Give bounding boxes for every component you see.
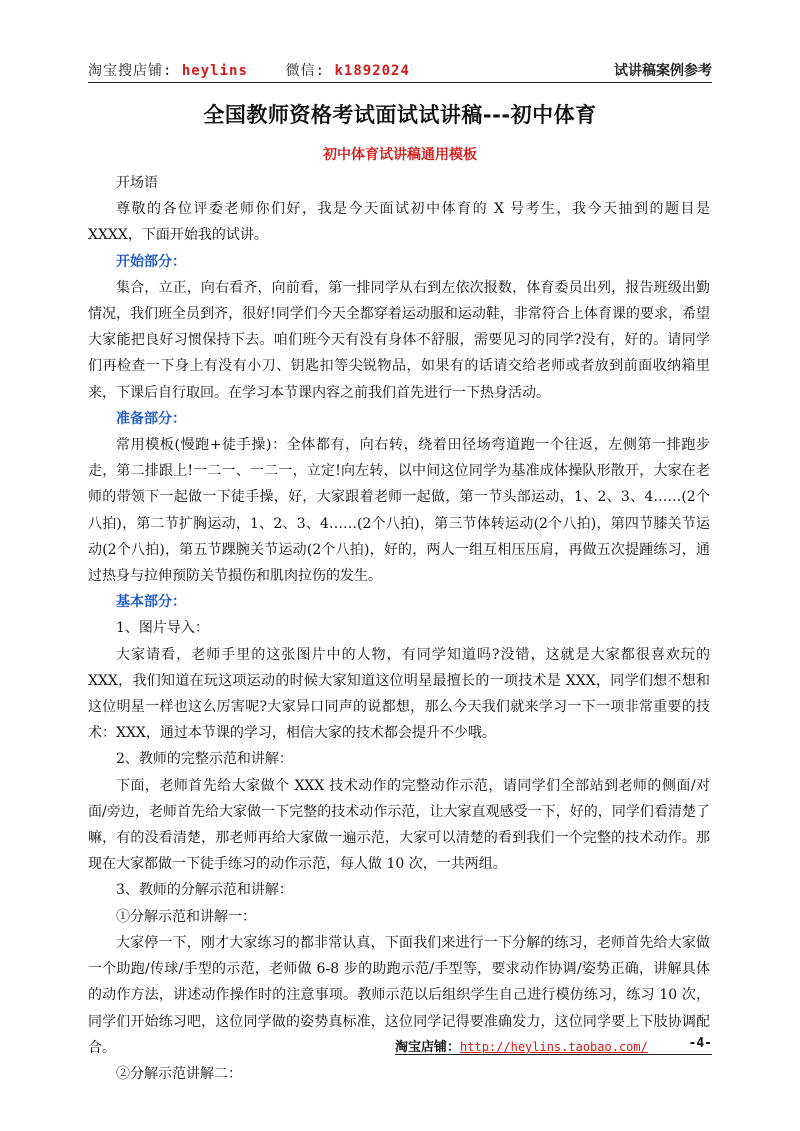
header-shop-info	[88, 60, 410, 80]
section-heading: 基本部分：	[116, 594, 186, 611]
paragraph: ①分解示范和讲解一：	[116, 908, 256, 925]
header-shop-label: 淘宝搜店铺:	[88, 63, 173, 79]
footer-shop-label: 淘宝店铺：	[395, 1040, 461, 1055]
section-heading: 准备部分：	[116, 410, 186, 427]
paragraph: 集合，立正，向右看齐，向前看，第一排同学从右到左依次报数，体育委员出列，报告班级出勤情况，我们班全员到齐，很好!同学们今天全都穿着运动服和运动鞋，非常符合上体育课的要求，希望大家能把良好习惯保持下去。咱们班今天有没有身体不舒服，需要见习的同学?没有，好的。请同学们再检查一下身上有没有小刀、钥匙扣等尖锐物品，如果有的话请交给老师或者放到前面收纳箱里来，下课后自行取回。在学习本节课内容之前我们首先进行一下热身活动。	[88, 279, 710, 401]
header-shop-name: heylins	[181, 63, 248, 79]
header-wechat-label: 微信:	[285, 63, 326, 79]
page-number: -4-	[688, 1036, 712, 1051]
page-footer	[395, 1036, 712, 1055]
paragraph: 尊敬的各位评委老师你们好，我是今天面试初中体育的 X 号考生，我今天抽到的题目是 XXXX，下面开始我的试讲。	[88, 201, 710, 244]
paragraph: 2、教师的完整示范和讲解：	[116, 751, 293, 768]
header-wechat-id: k1892024	[334, 63, 410, 79]
paragraph: 常用模板(慢跑+徒手操)：全体都有，向右转，绕着田径场弯道跑一个往返，左侧第一排跑步走，第二排跟上!一二一、一二一，立定!向左转，以中间这位同学为基准成体操队形散开，大家在老师的带领下一起做一下徒手操，好，大家跟着老师一起做，第一节头部运动，1、2、3、4……(2个八拍)，第二节扩胸运动，1、2、3、4……(2个八拍)，第三节体转运动(2个八拍)，第四节膝关节运动(2个八拍)，第五节踝腕关节运动(2个八拍)，好的，两人一组互相压压肩，再做五次提踵练习，通过热身与拉伸预防关节损伤和肌肉拉伤的发生。	[88, 437, 710, 585]
paragraph: 大家请看，老师手里的这张图片中的人物，有同学知道吗?没错，这就是大家都很喜欢玩的XXX，我们知道在玩这项运动的时候大家知道这位明星最擅长的一项技术是 XXX，同学们想不想和这位明星一样也这么厉害呢?大家异口同声的说都想，那么今天我们就来学习一下一项非常重要的技术：XXX，通过本节课的学习，相信大家的技术都会提升不少哦。	[88, 646, 710, 742]
document-subtitle: 初中体育试讲稿通用模板	[323, 147, 477, 163]
paragraph: 开场语	[116, 175, 158, 191]
paragraph: 3、教师的分解示范和讲解：	[116, 882, 293, 899]
paragraph: 下面，老师首先给大家做个 XXX 技术动作的完整动作示范，请同学们全部站到老师的侧面/对面/旁边，老师首先给大家做一下完整的技术动作示范，让大家直观感受一下，好的，同学们看清楚了嘛，有的没看清楚，那老师再给大家做一遍示范，大家可以清楚的看到我们一个完整的技术动作。那现在大家都做一下徒手练习的动作示范，每人做 10 次，一共两组。	[88, 777, 710, 873]
footer-shop-url[interactable]: http://heylins.taobao.com/	[460, 1040, 648, 1054]
page-header	[88, 58, 712, 83]
paragraph: ②分解示范讲解二：	[116, 1065, 242, 1082]
section-heading: 开始部分：	[116, 253, 186, 270]
document-body	[88, 170, 710, 1087]
document-title: 全国教师资格考试面试试讲稿---初中体育	[203, 103, 597, 127]
paragraph: 大家停一下，刚才大家练习的都非常认真，下面我们来进行一下分解的练习，老师首先给大家做一个助跑/传球/手型的示范，老师做 6-8 步的助跑示范/手型等，要求动作协调/姿势正确，讲解具体的动作方法，讲述动作操作时的注意事项。教师示范以后组织学生自己进行模仿练习，练习 10 次，同学们开始练习吧，这位同学做的姿势真标准，这位同学记得要准确发力，这位同学要上下肢协调配合。	[88, 934, 710, 1056]
header-right-label: 试讲稿案例参考	[614, 63, 712, 79]
paragraph: 1、图片导入：	[116, 620, 209, 637]
